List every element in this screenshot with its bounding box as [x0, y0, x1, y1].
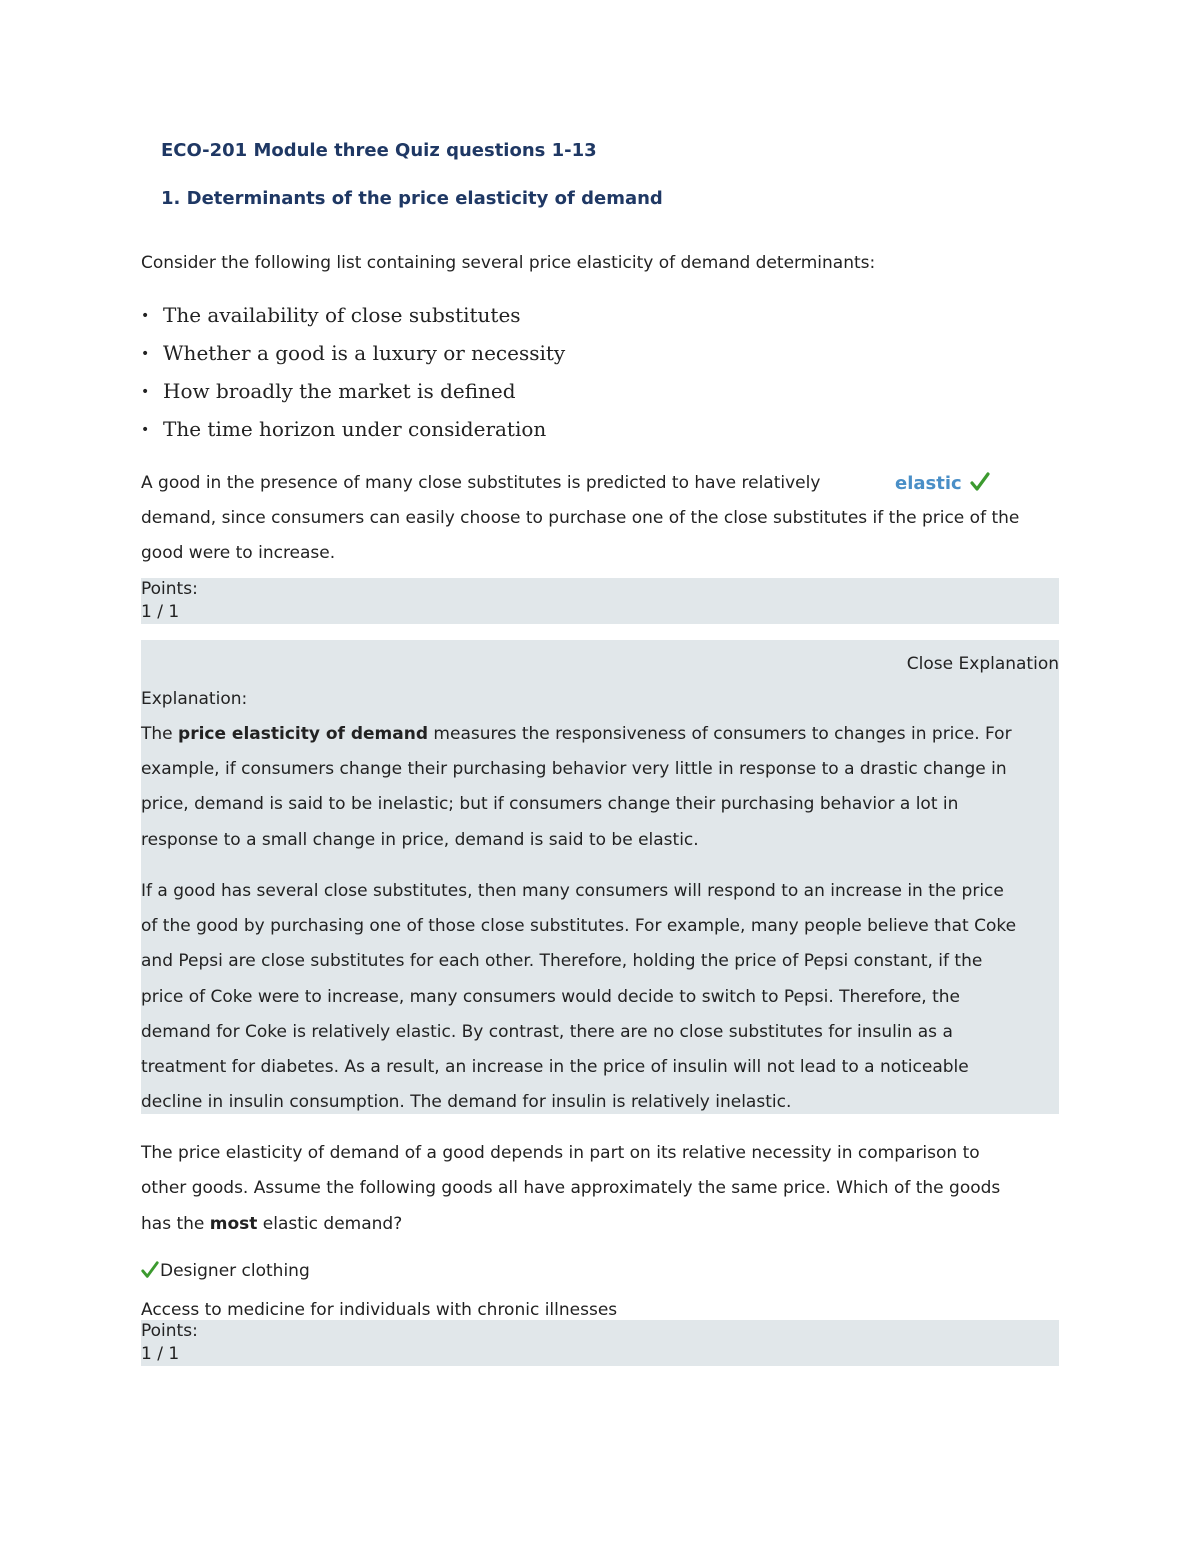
option-label: Designer clothing	[160, 1261, 310, 1281]
check-icon	[141, 1261, 159, 1279]
bold-term: price elasticity of demand	[178, 724, 429, 744]
list-item: • Whether a good is a luxury or necessity	[141, 334, 565, 372]
option-label: Access to medicine for individuals with chronic illnesses	[141, 1300, 618, 1320]
list-item: • The time horizon under consideration	[141, 410, 565, 448]
bold-term: most	[209, 1213, 258, 1234]
statement-line: good were to increase.	[141, 543, 336, 563]
check-icon	[970, 472, 990, 492]
bullet-icon: •	[141, 422, 150, 438]
document-title: ECO-201 Module three Quiz questions 1-13	[161, 140, 597, 161]
bullet-icon: •	[141, 308, 150, 324]
determinants-list	[141, 296, 565, 448]
answer-option[interactable]	[141, 1298, 617, 1322]
bullet-icon: •	[141, 346, 150, 362]
points-value: 1 / 1	[141, 602, 180, 622]
explanation-paragraph-2: If a good has several close substitutes, then many consumers will respond to an increase in the price of the good by purchasing one of those close substitutes. For example, many people believe that Coke and Pepsi are close substitutes for each other. Therefore, holding the price of Pepsi constant, if the price of Coke were to increase, many consumers would decide to switch to Pepsi. Therefore, the demand for Coke is relatively elastic. By contrast, there are no close substitutes for insulin as a treatment for diabetes. As a result, an increase in the price of insulin will not lead to a noticeable decline in insulin consumption. The demand for insulin is relatively inelastic.	[141, 881, 1017, 1113]
question-1-heading: 1. Determinants of the price elasticity of demand	[161, 188, 663, 209]
bullet-icon: •	[141, 384, 150, 400]
statement-line: demand, since consumers can easily choose to purchase one of the close substitutes if the price of the	[141, 508, 1020, 528]
answer-value: elastic	[895, 473, 962, 494]
question-2-prompt: The price elasticity of demand of a good depends in part on its relative necessity in comparison to other goods. Assume the following goods all have approximately the same price. Which of the goods has the most elastic demand?	[141, 1143, 1001, 1234]
points-label: Points:	[141, 1321, 198, 1341]
list-item: • How broadly the market is defined	[141, 372, 565, 410]
points-box	[141, 578, 1059, 624]
points-value: 1 / 1	[141, 1344, 180, 1364]
explanation-paragraph-1: The price elasticity of demand measures the responsiveness of consumers to changes in price. For example, if consumers change their purchasing behavior very little in response to a drastic change in price, demand is said to be inelastic; but if consumers change their purchasing behavior a lot in response to a small change in price, demand is said to be elastic.	[141, 724, 1012, 850]
question-1-intro: Consider the following list containing several price elasticity of demand determinants:	[141, 253, 876, 273]
explanation-panel	[141, 640, 1059, 1114]
points-label: Points:	[141, 579, 198, 599]
explanation-label: Explanation:	[141, 689, 248, 709]
answer-dropdown[interactable]	[895, 466, 990, 501]
answer-option-selected[interactable]	[141, 1259, 310, 1283]
points-box	[141, 1320, 1059, 1366]
close-explanation-link[interactable]: Close Explanation	[906, 654, 1059, 674]
list-item: • The availability of close substitutes	[141, 296, 565, 334]
statement-line: A good in the presence of many close substitutes is predicted to have relatively	[141, 473, 821, 493]
